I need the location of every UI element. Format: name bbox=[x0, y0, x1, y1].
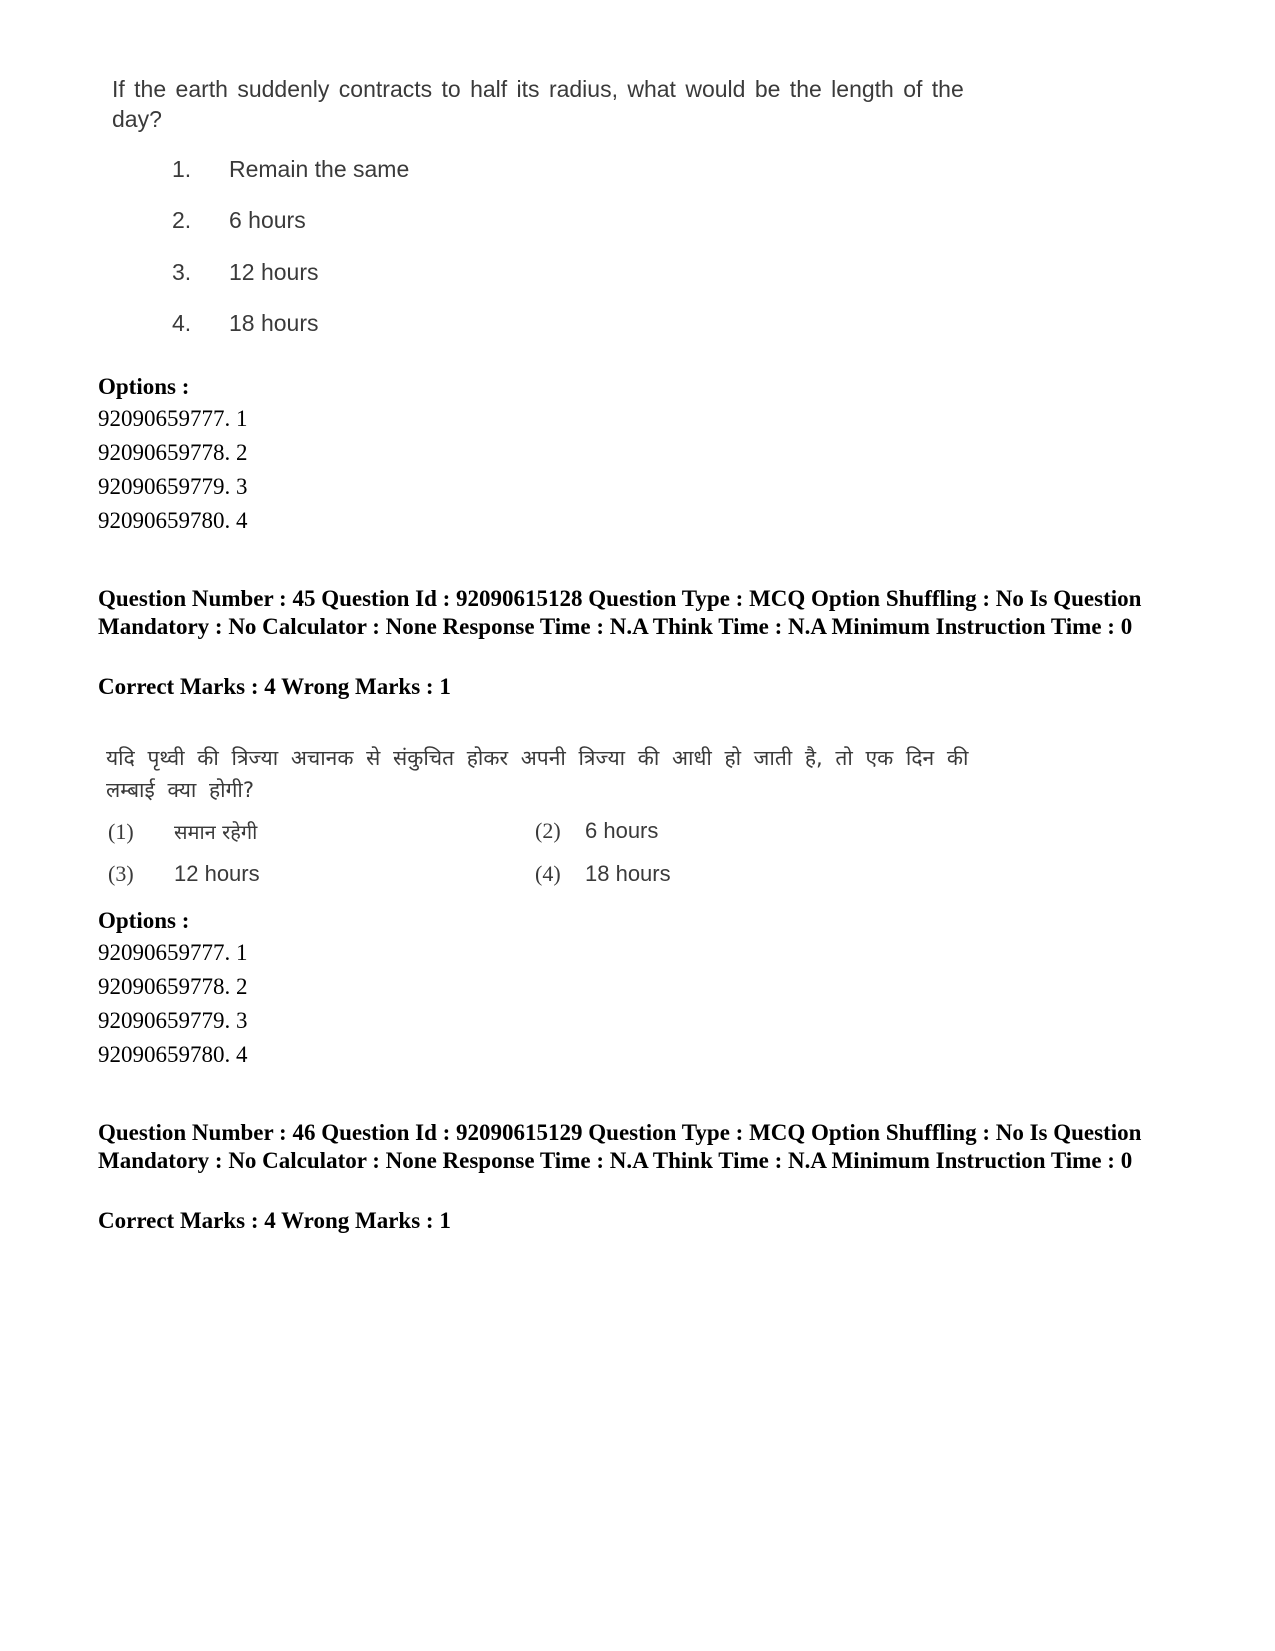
options-label: Options : bbox=[98, 374, 190, 399]
options-list bbox=[98, 372, 498, 538]
options-label: Options : bbox=[98, 908, 190, 933]
option-number: 4. bbox=[172, 310, 192, 336]
option-row: 92090659780. 4 bbox=[98, 1042, 248, 1067]
option-label: समान रहेगी bbox=[174, 820, 258, 844]
question-option bbox=[535, 818, 658, 844]
option-row: 92090659778. 2 bbox=[98, 440, 248, 465]
option-row: 92090659777. 1 bbox=[98, 940, 248, 965]
question-option bbox=[172, 310, 319, 337]
question-option bbox=[172, 156, 409, 183]
question-meta: Question Number : 46 Question Id : 92090615129 Question Type : MCQ Option Shuffling : No Is Question Mandatory : No Calculator : None Response Time : N.A Think Time : N.A Minimum Instruction Time : 0 bbox=[98, 1120, 1142, 1173]
question-option bbox=[108, 861, 260, 887]
option-number: 3. bbox=[172, 259, 192, 285]
option-number: (3) bbox=[108, 861, 134, 886]
option-label: Remain the same bbox=[229, 156, 410, 182]
option-number: (2) bbox=[535, 818, 561, 843]
option-label: 6 hours bbox=[585, 818, 659, 843]
question-image-english bbox=[112, 74, 1012, 336]
option-number: (4) bbox=[535, 861, 561, 886]
question-option bbox=[108, 818, 257, 845]
option-number: 1. bbox=[172, 156, 192, 182]
option-row: 92090659779. 3 bbox=[98, 1008, 248, 1033]
option-row: 92090659778. 2 bbox=[98, 974, 248, 999]
options-list bbox=[98, 906, 498, 1072]
question-option bbox=[535, 861, 671, 887]
question-text: If the earth suddenly contracts to half its radius, what would be the length of the day? bbox=[112, 76, 964, 132]
option-label: 6 hours bbox=[229, 207, 306, 233]
option-row: 92090659779. 3 bbox=[98, 474, 248, 499]
question-marks: Correct Marks : 4 Wrong Marks : 1 bbox=[98, 1208, 451, 1233]
option-label: 12 hours bbox=[174, 861, 260, 886]
question-marks: Correct Marks : 4 Wrong Marks : 1 bbox=[98, 674, 451, 699]
option-row: 92090659780. 4 bbox=[98, 508, 248, 533]
option-label: 18 hours bbox=[585, 861, 671, 886]
option-label: 18 hours bbox=[229, 310, 319, 336]
question-option bbox=[172, 207, 306, 234]
option-number: 2. bbox=[172, 207, 192, 233]
question-meta: Question Number : 45 Question Id : 92090615128 Question Type : MCQ Option Shuffling : No Is Question Mandatory : No Calculator : None Response Time : N.A Think Time : N.A Minimum Instruction Time : 0 bbox=[98, 586, 1142, 639]
option-label: 12 hours bbox=[229, 259, 319, 285]
option-row: 92090659777. 1 bbox=[98, 406, 248, 431]
question-text: यदि पृथ्वी की त्रिज्या अचानक से संकुचित होकर अपनी त्रिज्या की आधी हो जाती है, तो एक दिन की लम्बाई क्या होगी? bbox=[106, 746, 969, 802]
question-option bbox=[172, 259, 319, 286]
question-image-hindi bbox=[106, 742, 1006, 806]
option-number: (1) bbox=[108, 819, 134, 844]
